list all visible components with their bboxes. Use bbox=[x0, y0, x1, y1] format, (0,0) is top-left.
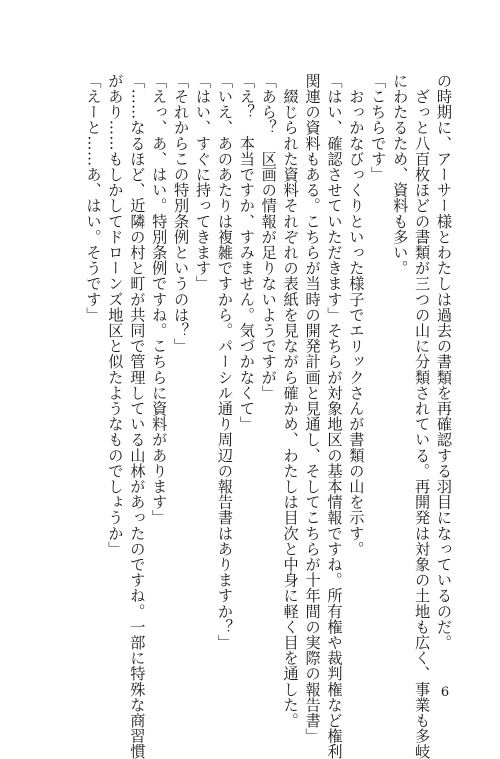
text-line-14: 「えっ、あ、はい。特別条例ですね。こちらに資料があります」 bbox=[150, 73, 169, 526]
text-line-15: 「……なるほど、近隣の村と町が共同で管理している山林があったのですね。一部に特殊な商習慣 bbox=[128, 73, 147, 759]
text-line-13: 「それからこの特別条例というのは？」 bbox=[172, 73, 191, 354]
vertical-text-block bbox=[82, 73, 454, 759]
text-line-16: があり……もしかしてドローンズ地区と似たようなものでしょうか」 bbox=[106, 73, 125, 557]
text-line-11: 「いえ、あのあたりは複雑ですから。パーシル通り周辺の報告書はありますか？」 bbox=[215, 73, 234, 651]
text-line-8: 綴じられた資料それぞれの表紙を見ながら確かめ、わたしは目次と中身に軽く目を通した。 bbox=[281, 73, 300, 729]
text-line-6: 「はい、確認させていただきます」そちらが対象地区の基本情報ですね。所有権や裁判権など権利 bbox=[325, 73, 344, 759]
text-line-9: 「あら？ 区画の情報が足りないようですが」 bbox=[259, 73, 278, 401]
text-line-12: 「はい、すぐに持ってきます」 bbox=[194, 73, 213, 292]
text-line-1: の時期に、アーサー様とわたしは過去の書類を再確認する羽目になっているのだ。 bbox=[435, 73, 453, 651]
text-line-10: 「え？ 本当ですか、すみません。気づかなくて」 bbox=[237, 73, 256, 432]
text-line-7: 関連の資料もある。こちらが当時の開発計画と見通し、そしてこちらが十年間の実際の報告書」 bbox=[303, 73, 322, 744]
text-line-3: にわたるため、資料も多い。 bbox=[391, 73, 410, 276]
text-line-2: ざっと八百枚ほどの書類が三つの山に分類されている。再開発は対象の土地も広く、事業も多岐 bbox=[413, 73, 432, 759]
text-line-5: おっかなびっくりといった様子でエリックさんが書類の山を示す。 bbox=[347, 73, 366, 557]
text-line-4: 「こちらです」 bbox=[369, 73, 388, 183]
text-line-17: 「えーと……あ、はい。そうです」 bbox=[84, 73, 103, 323]
page-number: 6 bbox=[440, 685, 450, 700]
